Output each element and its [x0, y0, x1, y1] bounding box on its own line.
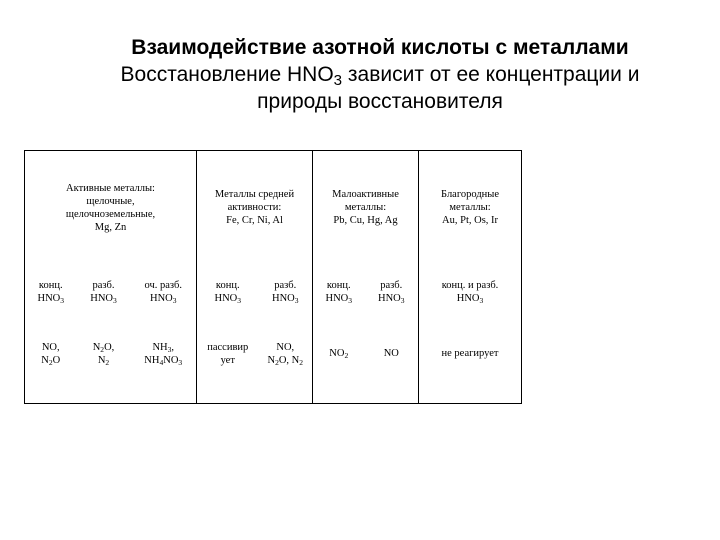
product-cell: [419, 320, 522, 404]
acid-cell: [131, 265, 197, 320]
acid-cell: [313, 265, 365, 320]
product-line-1: NO,: [41, 341, 60, 353]
acid-cell: [77, 265, 131, 320]
product-line-1: пассивир: [207, 341, 249, 353]
title-line-2-subscript: 3: [333, 71, 343, 89]
product-cell: [313, 320, 365, 404]
product-line-2: ует: [220, 354, 235, 366]
acid-formula-subscript: 3: [479, 295, 484, 305]
acid-label: конц. и разб.: [441, 280, 499, 291]
slide-title: [60, 34, 700, 115]
acid-formula-subscript: 3: [112, 295, 117, 305]
group-line: Mg, Zn: [94, 221, 127, 233]
acid-cell: [197, 265, 259, 320]
acid-formula: HNO: [149, 293, 173, 304]
group-line: Малоактивные: [332, 189, 399, 201]
acid-label: конц.: [215, 280, 240, 291]
product-line-1: NO: [383, 347, 399, 359]
acid-concentration-row: [25, 265, 522, 320]
acid-cell: [25, 265, 77, 320]
group-low-activity-metals: [313, 151, 419, 265]
group-active-metals: [25, 151, 197, 265]
group-medium-metals: [197, 151, 313, 265]
product-cell: [259, 320, 313, 404]
title-line-2-start: Восстановление HNO: [120, 63, 334, 86]
acid-formula-subscript: 3: [172, 295, 177, 305]
group-line: активности:: [227, 202, 282, 214]
group-line: Pb, Cu, Hg, Ag: [333, 215, 398, 227]
group-line: щелочные,: [86, 195, 135, 207]
acid-formula-subscript: 3: [60, 295, 65, 305]
product-cell: [131, 320, 197, 404]
acid-formula: HNO: [37, 293, 61, 304]
reaction-table: [24, 150, 522, 404]
product-line-1: NO,: [276, 341, 295, 353]
product-row: [25, 320, 522, 404]
acid-formula-subscript: 3: [400, 295, 405, 305]
acid-label: конц.: [38, 280, 63, 291]
acid-cell: [419, 265, 522, 320]
acid-label: разб.: [380, 280, 403, 291]
acid-formula: HNO: [378, 293, 401, 304]
group-line: металлы:: [344, 202, 387, 214]
title-line-2-end: зависит от ее концентрации и: [342, 63, 640, 86]
title-line-2: [60, 61, 700, 88]
group-line: Au, Pt, Os, Ir: [442, 215, 499, 227]
group-line: Fe, Cr, Ni, Al: [226, 215, 283, 227]
acid-formula: HNO: [271, 293, 295, 304]
product-cell: [25, 320, 77, 404]
group-noble-metals: [419, 151, 522, 265]
acid-formula-subscript: 3: [348, 295, 353, 305]
acid-formula: HNO: [325, 293, 349, 304]
product-line-1: не реагирует: [441, 347, 499, 359]
group-line: Благородные: [441, 189, 500, 201]
acid-label: разб.: [92, 280, 115, 291]
acid-cell: [365, 265, 419, 320]
metal-group-row: [25, 151, 522, 265]
title-line-1: Взаимодействие азотной кислоты с металлами: [131, 36, 629, 59]
product-cell: [365, 320, 419, 404]
acid-formula: HNO: [456, 293, 480, 304]
group-line: металлы:: [449, 202, 491, 214]
acid-label: конц.: [326, 280, 351, 291]
acid-label: разб.: [274, 280, 297, 291]
acid-formula-subscript: 3: [237, 295, 242, 305]
group-line: щелочноземельные,: [65, 208, 156, 220]
product-line-2: $N_2$: [97, 354, 110, 367]
group-line: Металлы средней: [214, 189, 295, 201]
product-cell: [77, 320, 131, 404]
title-line-3: природы восстановителя: [257, 90, 503, 113]
acid-label: оч. разб.: [144, 280, 183, 291]
product-line-1: $N_2O$,: [92, 341, 115, 354]
product-line-1: $NH_3$,: [152, 341, 175, 354]
acid-formula-subscript: 3: [294, 295, 299, 305]
acid-formula: HNO: [214, 293, 238, 304]
product-line-1: $NO_2$: [329, 347, 349, 360]
acid-cell: [259, 265, 313, 320]
product-line-2: $N_2O$: [41, 354, 61, 367]
product-line-2: $NH_4NO_3$: [144, 354, 183, 367]
product-cell: [197, 320, 259, 404]
product-line-2: $N_2O$, $N_2$: [267, 354, 304, 367]
group-line: Активные металлы:: [66, 182, 155, 194]
acid-formula: HNO: [90, 293, 113, 304]
